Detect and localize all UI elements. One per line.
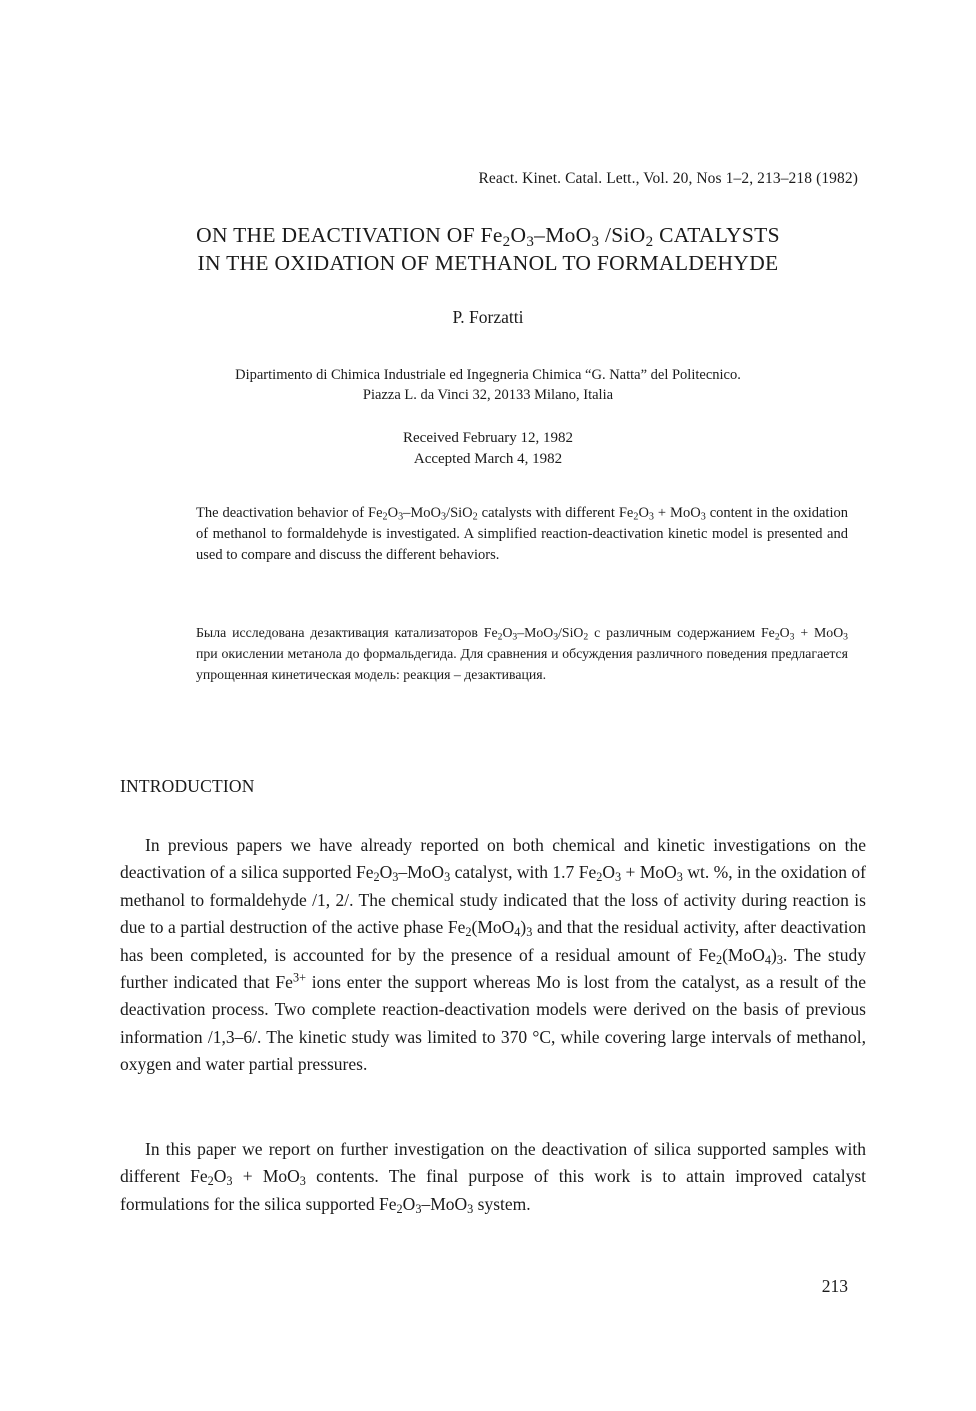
title-line-2: IN THE OXIDATION OF METHANOL TO FORMALDEHYDE xyxy=(197,251,779,275)
page-number: 213 xyxy=(821,1276,848,1296)
paper-title xyxy=(0,221,976,277)
section-heading-introduction: INTRODUCTION xyxy=(120,776,255,796)
introduction-paragraph-2: In this paper we report on further investigation on the deactivation of silica supported samples with different $Fe_2O_3 + MoO_3$ contents. The final purpose of this work is to attain improved catalyst formulations for the silica supported $Fe_2O_3-MoO_3$ system. xyxy=(120,1139,866,1216)
accepted-date: Accepted March 4, 1982 xyxy=(413,451,563,467)
abstract-russian: Была исследована дезактивация катализаторов $Fe_2O_3-MoO_3/SiO_2$ с различным содержанием $Fe_2O_3 + MoO_3$ при окислении метанола до формальдегида. Для сравнения и обсуждения различного поведения предлагается упрощенная кинетическая модель: реакция – дезактивация. xyxy=(196,625,848,682)
author-affiliation xyxy=(0,365,976,405)
submission-dates xyxy=(0,428,976,470)
abstract-english: The deactivation behavior of $Fe_2O_3-MoO_3/SiO_2$ catalysts with different $Fe_2O_3 + MoO_3$ content in the oxidation of methanol to formaldehyde is investigated. A simplified reaction-deactivation kinetic model is presented and used to compare and discuss the different behaviors. xyxy=(196,505,848,563)
affiliation-line-2: Piazza L. da Vinci 32, 20133 Milano, Italia xyxy=(362,387,614,403)
introduction-paragraph-1: In previous papers we have already reported on both chemical and kinetic investigations on the deactivation of a silica supported $Fe_2O_3-MoO_3$ catalyst, with 1.7 $Fe_2O_3 + MoO_3$ wt. %, in the oxidation of methanol to formaldehyde /1, 2/. The chemical study indicated that the loss of activity during reaction is due to a partial destruction of the active phase $Fe_2(MoO_4)_3$ and that the residual activity, after deactivation has been completed, is accounted for by the presence of a residual amount of $Fe_2(MoO_4)_3$. The study further indicated that $Fe^{3+}$ ions enter the support whereas Mo is lost from the catalyst, as a result of the deactivation process. Two complete reaction-deactivation models were derived on the basis of previous information /1,3–6/. The kinetic study was limited to 370 °C, while covering large intervals of methanol, oxygen and water partial pressures. xyxy=(120,835,866,1075)
title-line-1: ON THE DEACTIVATION OF $Fe_2O_3-MoO_3$ /SiO$_2$ CATALYSTS xyxy=(196,223,780,250)
affiliation-line-1: Dipartimento di Chimica Industriale ed Ingegneria Chimica “G. Natta” del Politecnico. xyxy=(235,367,741,383)
author-name: P. Forzatti xyxy=(452,307,524,327)
received-date: Received February 12, 1982 xyxy=(403,430,573,446)
journal-reference: React. Kinet. Catal. Lett., Vol. 20, Nos 1–2, 213–218 (1982) xyxy=(478,170,858,187)
